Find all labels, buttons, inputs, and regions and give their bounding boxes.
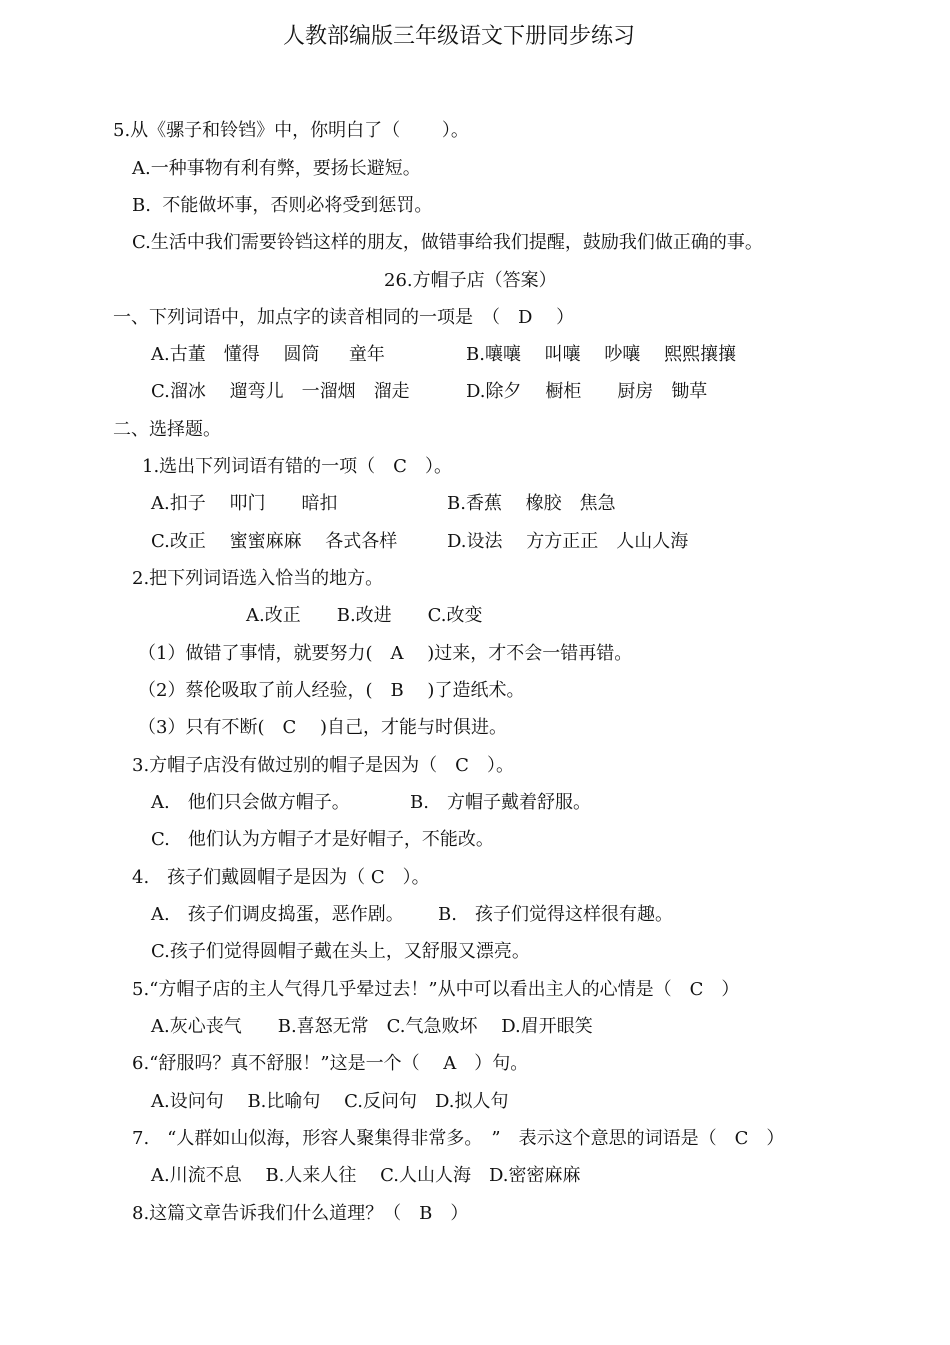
option-c: C.改正 蜜蜜麻麻 各式各样	[151, 531, 398, 552]
sentence-3: （3）只有不断( C )自己，才能与时俱进。	[138, 717, 507, 738]
option-a: A. 孩子们调皮捣蛋，恶作剧。	[151, 904, 404, 925]
question-6-options: A.设问句 B.比喻句 C.反问句 D.拟人句	[151, 1091, 509, 1112]
option-b: B. 孩子们觉得这样很有趣。	[438, 904, 673, 925]
word-choices: A.改正 B.改进 C.改变	[246, 605, 483, 626]
option-a: A.扣子 叩门 暗扣	[151, 493, 338, 514]
option-b: B.香蕉 橡胶 焦急	[447, 493, 616, 514]
option-a: A.一种事物有利有弊，要扬长避短。	[132, 158, 421, 179]
page-title: 人教部编版三年级语文下册同步练习	[283, 24, 636, 49]
lesson-title: 26.方帽子店（答案）	[384, 270, 557, 291]
option-c: C. 他们认为方帽子才是好帽子，不能改。	[151, 829, 494, 850]
option-d: D.除夕 橱柜 厨房 锄草	[466, 381, 708, 402]
question-5-options: A.灰心丧气 B.喜怒无常 C.气急败坏 D.眉开眼笑	[151, 1016, 593, 1037]
option-a: A. 他们只会做方帽子。	[151, 792, 350, 813]
option-b: B. 不能做坏事，否则必将受到惩罚。	[132, 195, 433, 216]
question-7-stem: 7. “人群如山似海，形容人聚集得非常多。 ” 表示这个意思的词语是（ C ）	[132, 1128, 785, 1149]
question-6-stem: 6.“舒服吗？真不舒服！”这是一个（ A ）句。	[132, 1053, 529, 1074]
question-stem: 5.从《骡子和铃铛》中，你明白了（ ）。	[113, 120, 469, 141]
question-5-stem: 5.“方帽子店的主人气得几乎晕过去！”从中可以看出主人的心情是（ C ）	[132, 979, 740, 1000]
option-c: C.孩子们觉得圆帽子戴在头上，又舒服又漂亮。	[151, 941, 530, 962]
sentence-2: （2）蔡伦吸取了前人经验，( B )了造纸术。	[138, 680, 525, 701]
question-4-stem: 4. 孩子们戴圆帽子是因为（ C ）。	[132, 867, 430, 888]
question-2-stem: 2.把下列词语选入恰当的地方。	[132, 568, 384, 589]
sentence-1: （1）做错了事情，就要努力( A )过来，才不会一错再错。	[138, 643, 633, 664]
question-8-stem: 8.这篇文章告诉我们什么道理？（ B ）	[132, 1203, 469, 1224]
option-a: A.古董 懂得 圆筒 童年	[151, 344, 385, 365]
question-7-options: A.川流不息 B.人来人往 C.人山人海 D.密密麻麻	[151, 1165, 581, 1186]
section-heading: 一、下列词语中，加点字的读音相同的一项是 （ D ）	[113, 307, 575, 328]
question-3-stem: 3.方帽子店没有做过别的帽子是因为（ C ）。	[132, 755, 514, 776]
option-d: D.设法 方方正正 人山人海	[447, 531, 689, 552]
option-c: C.生活中我们需要铃铛这样的朋友，做错事给我们提醒，鼓励我们做正确的事。	[132, 232, 763, 253]
section-heading: 二、选择题。	[113, 419, 221, 440]
option-c: C.溜冰 遛弯儿 一溜烟 溜走	[151, 381, 410, 402]
option-b: B. 方帽子戴着舒服。	[410, 792, 591, 813]
question-1-stem: 1.选出下列词语有错的一项（ C ）。	[142, 456, 452, 477]
option-b: B.嚷嚷 叫嚷 吵嚷 熙熙攘攘	[466, 344, 737, 365]
